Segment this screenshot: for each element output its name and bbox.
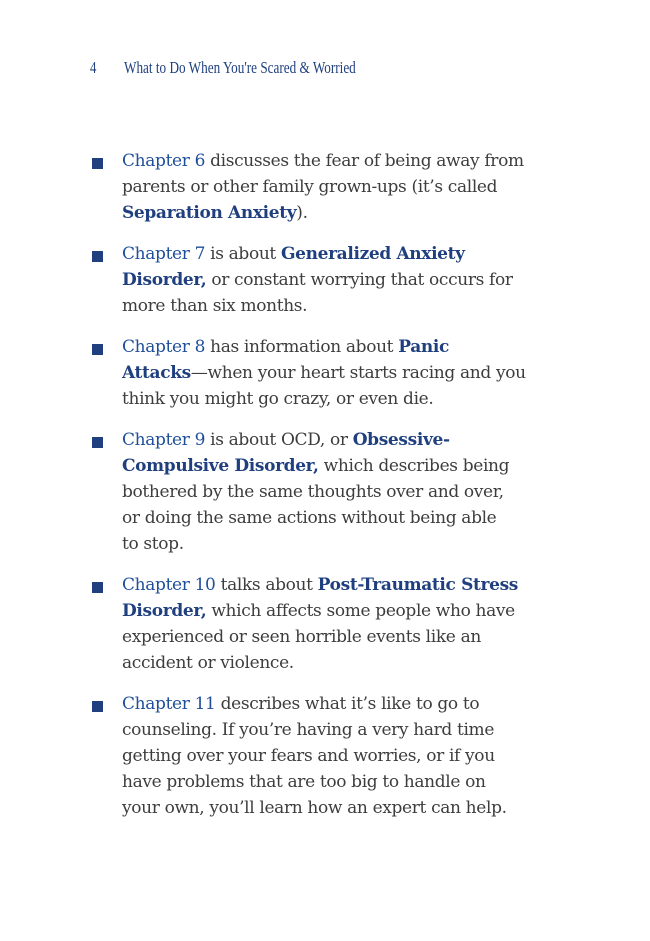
text-line (122, 293, 552, 319)
body-text: is about (205, 244, 281, 264)
key-term: Separation Anxiety (122, 203, 297, 223)
list-item-chapter-10 (92, 572, 552, 676)
text-line (122, 769, 552, 795)
text-line (122, 427, 552, 453)
body-text: think you might go crazy, or even die. (122, 389, 434, 409)
body-text: have problems that are too big to handle on (122, 772, 486, 792)
body-text: getting over your fears and worries, or if you (122, 746, 495, 766)
list-item-chapter-7 (92, 241, 552, 319)
body-text: parents or other family grown-ups (it’s called (122, 177, 498, 197)
text-line (122, 572, 552, 598)
square-bullet-icon (92, 158, 103, 169)
chapter-reference: Chapter 6 (122, 151, 206, 171)
chapter-reference: Chapter 10 (122, 575, 216, 595)
key-term: Compulsive Disorder, (122, 456, 319, 476)
key-term: Generalized Anxiety (280, 244, 465, 264)
body-text: ). (296, 203, 308, 223)
body-text: more than six months. (122, 296, 308, 316)
body-text: which describes being (318, 456, 510, 476)
text-line (122, 200, 552, 226)
key-term: Panic (398, 337, 449, 357)
text-line (122, 650, 552, 676)
body-text: —when your heart starts racing and you (190, 363, 526, 383)
body-text: your own, you’ll learn how an expert can help. (122, 798, 507, 818)
text-line (122, 598, 552, 624)
text-line (122, 334, 552, 360)
list-item-chapter-8 (92, 334, 552, 412)
body-text: or constant worrying that occurs for (206, 270, 513, 290)
body-text: is about OCD, or (205, 430, 353, 450)
chapter-reference: Chapter 8 (122, 337, 206, 357)
body-text: or doing the same actions without being able (122, 508, 497, 528)
key-term: Post-Traumatic Stress (317, 575, 519, 595)
square-bullet-icon (92, 437, 103, 448)
chapter-reference: Chapter 9 (122, 430, 206, 450)
text-line (122, 505, 552, 531)
chapter-reference: Chapter 11 (122, 694, 216, 714)
text-line (122, 743, 552, 769)
body-text: bothered by the same thoughts over and over, (122, 482, 504, 502)
square-bullet-icon (92, 701, 103, 712)
list-item-chapter-9 (92, 427, 552, 557)
key-term: Obsessive- (352, 430, 450, 450)
text-line (122, 691, 552, 717)
text-line (122, 360, 552, 386)
body-text: describes what it’s like to go to (215, 694, 480, 714)
text-line (122, 531, 552, 557)
page-number: 4 (90, 58, 97, 77)
list-item-chapter-11 (92, 691, 552, 821)
body-text: experienced or seen horrible events like an (122, 627, 481, 647)
square-bullet-icon (92, 582, 103, 593)
key-term: Disorder, (122, 601, 207, 621)
chapter-summary-list (92, 148, 552, 821)
text-line (122, 386, 552, 412)
body-text: talks about (215, 575, 318, 595)
text-line (122, 624, 552, 650)
text-line (122, 148, 552, 174)
text-line (122, 795, 552, 821)
running-header (90, 58, 414, 80)
text-line (122, 453, 552, 479)
running-title: What to Do When You're Scared & Worried (124, 58, 356, 77)
chapter-reference: Chapter 7 (122, 244, 206, 264)
body-text: which affects some people who have (206, 601, 515, 621)
key-term: Attacks (122, 363, 191, 383)
body-text: accident or violence. (122, 653, 294, 673)
text-line (122, 241, 552, 267)
text-line (122, 267, 552, 293)
body-text: to stop. (122, 534, 184, 554)
list-item-chapter-6 (92, 148, 552, 226)
body-text: discusses the fear of being away from (205, 151, 524, 171)
key-term: Disorder, (122, 270, 207, 290)
square-bullet-icon (92, 344, 103, 355)
square-bullet-icon (92, 251, 103, 262)
body-text: counseling. If you’re having a very hard time (122, 720, 495, 740)
body-text: has information about (205, 337, 399, 357)
text-line (122, 174, 552, 200)
text-line (122, 717, 552, 743)
text-line (122, 479, 552, 505)
